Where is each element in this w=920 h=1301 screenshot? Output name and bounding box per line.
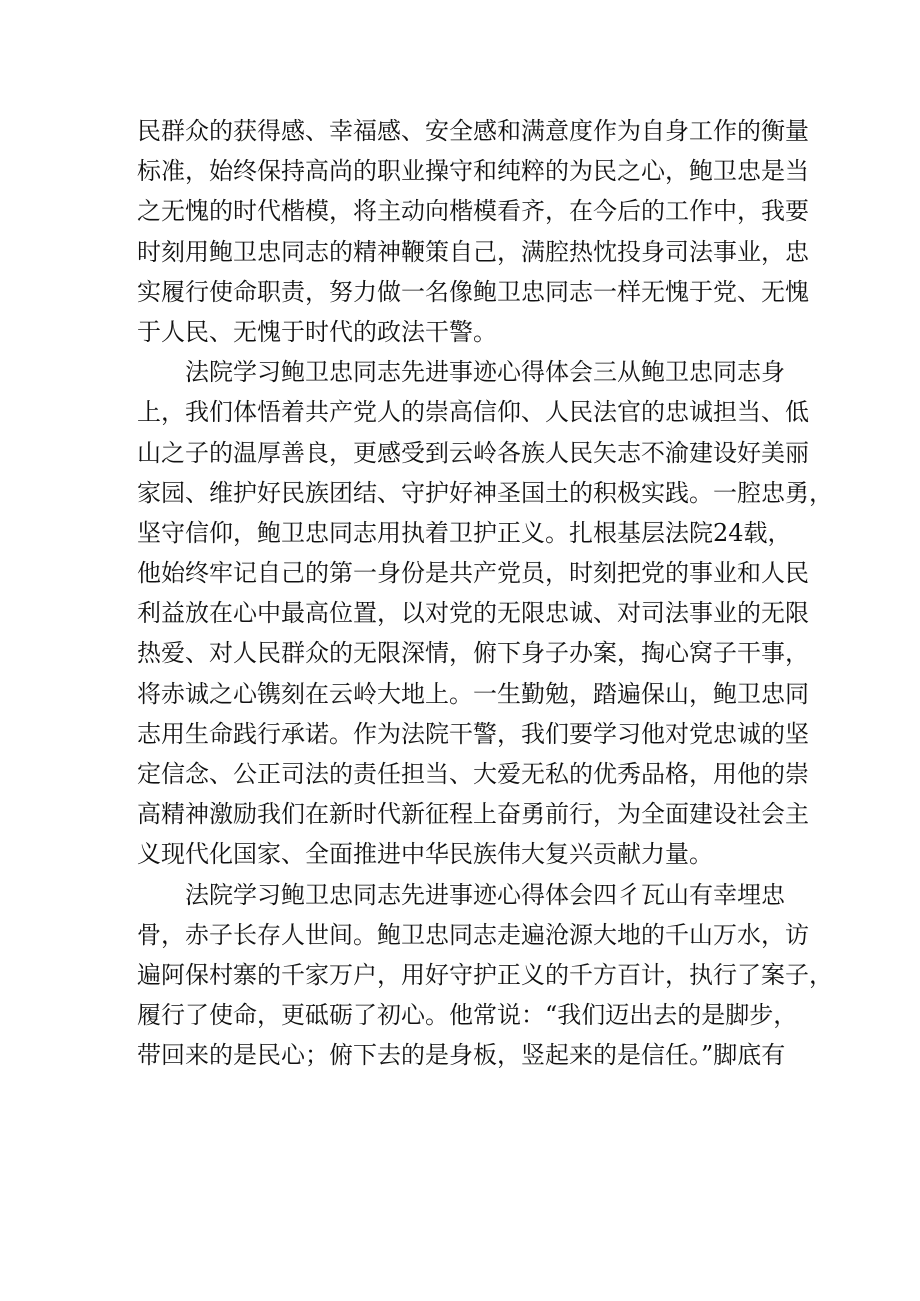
paragraph-first-line: [137, 352, 787, 392]
text-line: 坚守信仰，鲍卫忠同志用执着卫护正义。扎根基层法院24载，: [137, 518, 792, 547]
paragraph-first-line: [137, 875, 787, 915]
text-line: 他始终牢记自己的第一身份是共产党员，时刻把党的事业和人民: [137, 559, 809, 588]
text-line: 上，我们体悟着共产党人的崇高信仰、人民法官的忠诚担当、低: [137, 398, 809, 427]
text-line: 履行了使命，更砥砺了初心。他常说：“我们迈出去的是脚步，: [137, 1001, 798, 1030]
text-line: 利益放在心中最高位置，以对党的无限忠诚、对司法事业的无限: [137, 599, 809, 628]
text-line: 时刻用鲍卫忠同志的精神鞭策自己，满腔热忱投身司法事业，忠: [137, 237, 809, 266]
text-line: 将赤诚之心镌刻在云岭大地上。一生勤勉，踏遍保山，鲍卫忠同: [137, 679, 809, 708]
text-line: 民群众的获得感、幸福感、安全感和满意度作为自身工作的衡量: [137, 117, 809, 145]
text-line: 法院学习鲍卫忠同志先进事迹心得体会三从鲍卫忠同志身: [185, 358, 785, 387]
text-line: 骨，赤子长存人世间。鲍卫忠同志走遍沧源大地的千山万水，访: [137, 920, 809, 949]
text-line: 定信念、公正司法的责任担当、大爱无私的优秀品格，用他的崇: [137, 760, 809, 788]
text-line: 带回来的是民心；俯下去的是身板，竖起来的是信任。”脚底有: [137, 1041, 786, 1070]
text-line: 标准，始终保持高尚的职业操守和纯粹的为民之心，鲍卫忠是当: [137, 157, 809, 186]
text-line: 之无愧的时代楷模，将主动向楷模看齐，在今后的工作中，我要: [137, 197, 809, 226]
text-line: 法院学习鲍卫忠同志先进事迹心得体会四彳瓦山有幸埋忠: [185, 880, 785, 909]
text-line: 志用生命践行承诺。作为法院干警，我们要学习他对党忠诚的坚: [137, 719, 809, 748]
text-line: 于人民、无愧于时代的政法干警。: [137, 317, 497, 346]
text-line: 遍阿保村寨的千家万户，用好守护正义的千方百计，执行了案子，: [137, 960, 833, 989]
text-line: 家园、维护好民族团结、守护好神圣国土的积极实践。一腔忠勇，: [137, 478, 833, 507]
text-line: 热爱、对人民群众的无限深情，俯下身子办案，掏心窝子干事，: [137, 639, 809, 668]
text-line: 义现代化国家、全面推进中华民族伟大复兴贡献力量。: [137, 840, 713, 869]
text-line: 山之子的温厚善良，更感受到云岭各族人民矢志不渝建设好美丽: [137, 438, 809, 467]
document-body: [137, 111, 833, 1076]
text-line: 高精神激励我们在新时代新征程上奋勇前行，为全面建设社会主: [137, 800, 809, 829]
text-line: 实履行使命职责，努力做一名像鲍卫忠同志一样无愧于党、无愧: [137, 277, 809, 306]
